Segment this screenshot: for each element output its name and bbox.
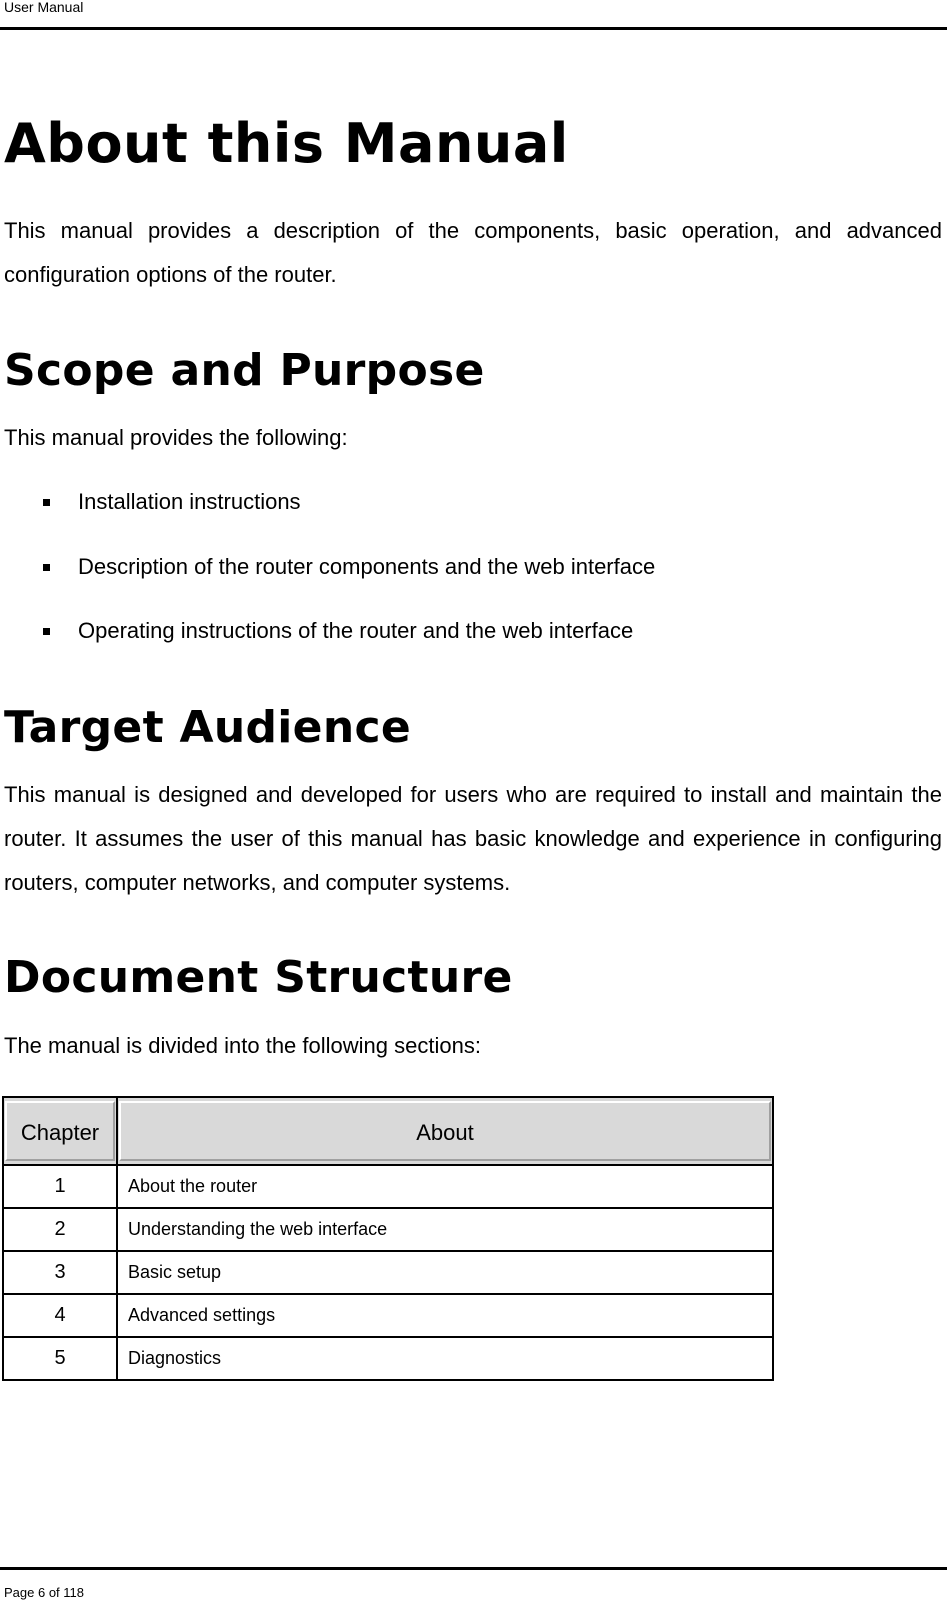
bullet-icon bbox=[43, 628, 50, 635]
table-row bbox=[3, 1251, 773, 1294]
about-paragraph: This manual provides a description of the components, basic operation, and advanced configuration options of the router. bbox=[4, 218, 942, 287]
scope-intro: This manual provides the following: bbox=[4, 425, 348, 450]
bullet-icon bbox=[43, 499, 50, 506]
structure-intro: The manual is divided into the following sections: bbox=[4, 1033, 481, 1058]
table-row bbox=[3, 1165, 773, 1208]
chapter-number: 5 bbox=[3, 1337, 117, 1380]
chapter-description: Understanding the web interface bbox=[117, 1208, 773, 1251]
list-item bbox=[4, 482, 655, 547]
table-row bbox=[3, 1208, 773, 1251]
scope-bullet-list bbox=[4, 482, 655, 676]
column-header-chapter: Chapter bbox=[3, 1097, 117, 1165]
bullet-text: Installation instructions bbox=[78, 489, 301, 514]
bullet-text: Description of the router components and the web interface bbox=[78, 553, 656, 579]
table-row bbox=[3, 1337, 773, 1380]
footer-rule bbox=[0, 1567, 947, 1570]
header-rule bbox=[0, 27, 947, 30]
chapter-description: About the router bbox=[117, 1165, 773, 1208]
page-title: About this Manual bbox=[4, 112, 569, 175]
chapter-description: Basic setup bbox=[117, 1251, 773, 1294]
chapter-number: 3 bbox=[3, 1251, 117, 1294]
structure-heading: Document Structure bbox=[4, 952, 513, 1003]
audience-paragraph: This manual is designed and developed for users who are required to install and maintain the router. It assumes the user of this manual has basic knowledge and experience in configuring routers, computer networks, and computer systems. bbox=[4, 782, 942, 895]
chapter-description: Advanced settings bbox=[117, 1294, 773, 1337]
scope-heading: Scope and Purpose bbox=[4, 345, 485, 396]
page-number: Page 6 of 118 bbox=[4, 1585, 84, 1600]
bullet-text: Operating instructions of the router and the web interface bbox=[78, 618, 634, 643]
chapter-number: 1 bbox=[3, 1165, 117, 1208]
chapter-number: 2 bbox=[3, 1208, 117, 1251]
page-header-label: User Manual bbox=[4, 0, 84, 15]
column-header-about: About bbox=[117, 1097, 773, 1165]
list-item bbox=[4, 547, 655, 612]
chapter-description: Diagnostics bbox=[117, 1337, 773, 1380]
chapter-table bbox=[2, 1096, 774, 1381]
audience-heading: Target Audience bbox=[4, 702, 411, 753]
bullet-icon bbox=[43, 564, 50, 571]
table-row bbox=[3, 1294, 773, 1337]
table-header-row bbox=[3, 1097, 773, 1165]
chapter-number: 4 bbox=[3, 1294, 117, 1337]
list-item bbox=[4, 611, 655, 676]
